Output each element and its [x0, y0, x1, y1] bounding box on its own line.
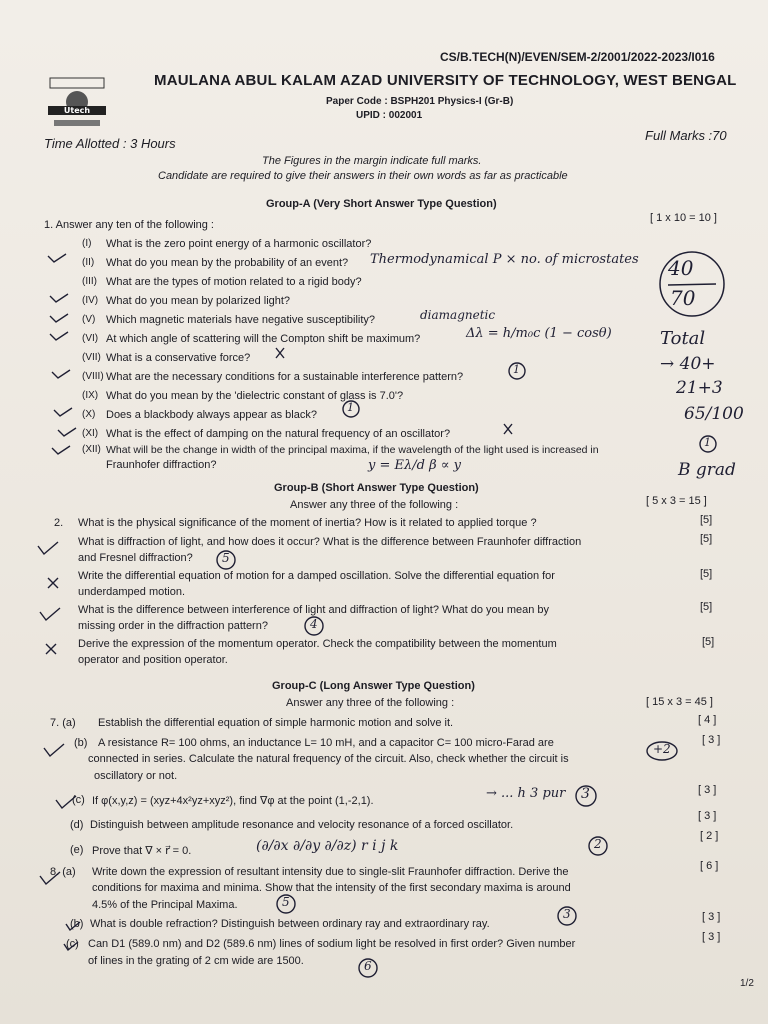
handwritten-note: → ... h 3 pur	[486, 786, 566, 801]
circled-mark: 1	[704, 436, 711, 449]
question-text: of lines in the grating of 2 cm wide are 1500.	[88, 955, 304, 967]
question-mark: [ 3 ]	[698, 784, 717, 796]
paper-code: Paper Code : BSPH201 Physics-I (Gr-B)	[326, 96, 514, 107]
question-number: (c)	[66, 938, 79, 950]
score-obtained: 40	[668, 256, 694, 280]
group-a-title: Group-A (Very Short Answer Type Question)	[266, 198, 497, 210]
question-text-continued: Fraunhofer diffraction?	[106, 459, 217, 471]
question-text: If φ(x,y,z) = (xyz+4x²yz+xyz²), find ∇φ at the point (1,-2,1).	[92, 795, 374, 807]
group-c-title: Group-C (Long Answer Type Question)	[272, 680, 475, 692]
group-b-title: Group-B (Short Answer Type Question)	[274, 482, 479, 494]
question-mark: [ 4 ]	[698, 714, 717, 726]
question-mark: [5]	[700, 514, 713, 526]
question-text: and Fresnel diffraction?	[78, 552, 193, 564]
university-name: MAULANA ABUL KALAM AZAD UNIVERSITY OF TECHNOLOGY, WEST BENGAL	[154, 72, 737, 89]
group-c-instruction: Answer any three of the following :	[286, 697, 455, 709]
question-mark: [5]	[702, 636, 715, 648]
circled-mark: +2	[653, 742, 671, 756]
question-mark: [ 3 ]	[698, 810, 717, 822]
question-text: What do you mean by the 'dielectric constant of glass is 7.0'?	[106, 390, 404, 402]
paper-reference: CS/B.TECH(N)/EVEN/SEM-2/2001/2022-2023/I016	[440, 50, 715, 64]
question-text: oscillatory or not.	[94, 770, 178, 782]
question-text: conditions for maxima and minima. Show that the intensity of the first secondary maxima is around	[92, 882, 571, 894]
full-marks: Full Marks :70	[645, 128, 727, 143]
circled-mark: 6	[364, 959, 372, 973]
question-text: What are the types of motion related to a rigid body?	[106, 276, 362, 288]
question-text: What is double refraction? Distinguish between ordinary ray and extraordinary ray.	[90, 918, 490, 930]
page-number: 1/2	[740, 978, 754, 989]
circled-mark: 4	[310, 617, 318, 631]
total-label: Total	[660, 328, 706, 349]
question-mark: [ 6 ]	[700, 860, 719, 872]
circled-mark: 1	[347, 401, 354, 414]
question-text: Derive the expression of the momentum operator. Check the compatibility between the momentum	[78, 638, 557, 650]
question-number: (b)	[74, 737, 88, 749]
handwritten-note: Δλ = h/m₀c (1 − cosθ)	[466, 326, 612, 341]
handwritten-note: diamagnetic	[420, 308, 496, 322]
circled-mark: 1	[513, 363, 520, 376]
question-number: (X)	[82, 409, 96, 420]
question-text: missing order in the diffraction pattern?	[78, 620, 268, 632]
question-text: Can D1 (589.0 nm) and D2 (589.6 nm) lines of sodium light be resolved in first order? Given number	[88, 938, 576, 950]
question-text: What is diffraction of light, and how does it occur? What is the difference between Fraunhofer diffraction	[78, 536, 582, 548]
circled-mark: 5	[282, 895, 290, 909]
upid: UPID : 002001	[356, 110, 423, 121]
question-number: (VIII)	[82, 371, 104, 382]
question-number: (e)	[70, 844, 84, 856]
circled-mark: 2	[594, 837, 602, 851]
circled-mark: 3	[563, 907, 571, 921]
question-text: What do you mean by the probability of an event?	[106, 257, 349, 269]
question-mark: [ 3 ]	[702, 931, 721, 943]
instruction-answers: Candidate are required to give their answers in their own words as far as practicable	[158, 170, 568, 182]
question-text: What do you mean by polarized light?	[106, 295, 291, 307]
handwritten-note: Thermodynamical P × no. of microstates	[370, 252, 639, 267]
time-allotted: Time Allotted : 3 Hours	[44, 136, 176, 151]
question-number: (I)	[82, 238, 92, 249]
question-mark: [ 3 ]	[702, 911, 721, 923]
question-text: operator and position operator.	[78, 654, 228, 666]
question-text: 4.5% of the Principal Maxima.	[92, 899, 238, 911]
question-number: 2.	[54, 517, 64, 529]
total-line: 21+3	[676, 378, 723, 398]
question-text: Establish the differential equation of simple harmonic motion and solve it.	[98, 717, 454, 729]
group-b-marks: [ 5 x 3 = 15 ]	[646, 495, 707, 507]
question-text: What will be the change in width of the principal maxima, if the wavelength of the light used is increased in	[106, 444, 599, 456]
score-total: 70	[670, 286, 696, 310]
question-mark: [ 2 ]	[700, 830, 719, 842]
question-text: What is the effect of damping on the natural frequency of an oscillator?	[106, 428, 451, 440]
question-text: What is the difference between interference of light and diffraction of light? What do you mean by	[78, 604, 550, 616]
question-number: (d)	[70, 819, 84, 831]
question-mark: [5]	[700, 533, 713, 545]
question-number: (XI)	[82, 428, 99, 439]
grade: B grad	[678, 460, 736, 480]
question-mark: [ 3 ]	[702, 734, 721, 746]
question-number: 7. (a)	[50, 717, 76, 729]
question-number: (IX)	[82, 390, 99, 401]
instruction-figures: The Figures in the margin indicate full marks.	[262, 155, 482, 167]
handwritten-note: y = Eλ/d β ∝ y	[368, 458, 461, 473]
question-text: A resistance R= 100 ohms, an inductance L= 10 mH, and a capacitor C= 100 micro-Farad are	[98, 737, 554, 749]
question-mark: [5]	[700, 568, 713, 580]
question-number: (III)	[82, 276, 97, 287]
circled-mark: 3	[581, 786, 590, 802]
group-c-marks: [ 15 x 3 = 45 ]	[646, 696, 713, 708]
question-text: Write down the expression of resultant intensity due to single-slit Fraunhofer diffraction. Derive the	[92, 866, 569, 878]
question-text: Which magnetic materials have negative susceptibility?	[106, 314, 376, 326]
question-text: Write the differential equation of motion for a damped oscillation. Solve the differential equation for	[78, 570, 555, 582]
question-text: What is the physical significance of the moment of inertia? How is it related to applied torque ?	[78, 517, 537, 529]
question-mark: [5]	[700, 601, 713, 613]
question-text: What are the necessary conditions for a sustainable interference pattern?	[106, 371, 464, 383]
logo-text: Utech	[63, 106, 91, 115]
question-number: 8. (a)	[50, 866, 76, 878]
question-number: (c)	[72, 794, 85, 806]
question-text: Distinguish between amplitude resonance and velocity resonance of a forced oscillator.	[90, 819, 514, 831]
group-a-marks: [ 1 x 10 = 10 ]	[650, 212, 717, 224]
total-line: 65/100	[684, 404, 744, 424]
question-number: (b)	[70, 918, 84, 930]
question-text: What is a conservative force?	[106, 352, 251, 364]
group-a-instruction: 1. Answer any ten of the following :	[44, 219, 214, 231]
question-number: (IV)	[82, 295, 99, 306]
handwritten-note: (∂/∂x ∂/∂y ∂/∂z) r i j k	[256, 838, 399, 854]
circled-mark: 5	[222, 551, 230, 565]
question-text: What is the zero point energy of a harmonic oscillator?	[106, 238, 372, 250]
question-number: (V)	[82, 314, 96, 325]
question-text: connected in series. Calculate the natural frequency of the circuit. Also, check whether the circuit is	[88, 753, 569, 765]
group-b-instruction: Answer any three of the following :	[290, 499, 459, 511]
question-number: (II)	[82, 257, 95, 268]
question-number: (VII)	[82, 352, 101, 363]
question-text: underdamped motion.	[78, 586, 186, 598]
question-text: Prove that ∇ × r⃗ = 0.	[92, 845, 192, 857]
total-line: → 40+	[660, 354, 716, 374]
question-text: Does a blackbody always appear as black?	[106, 409, 317, 421]
question-number: (XII)	[82, 444, 101, 455]
question-text: At which angle of scattering will the Compton shift be maximum?	[106, 333, 421, 345]
question-number: (VI)	[82, 333, 99, 344]
